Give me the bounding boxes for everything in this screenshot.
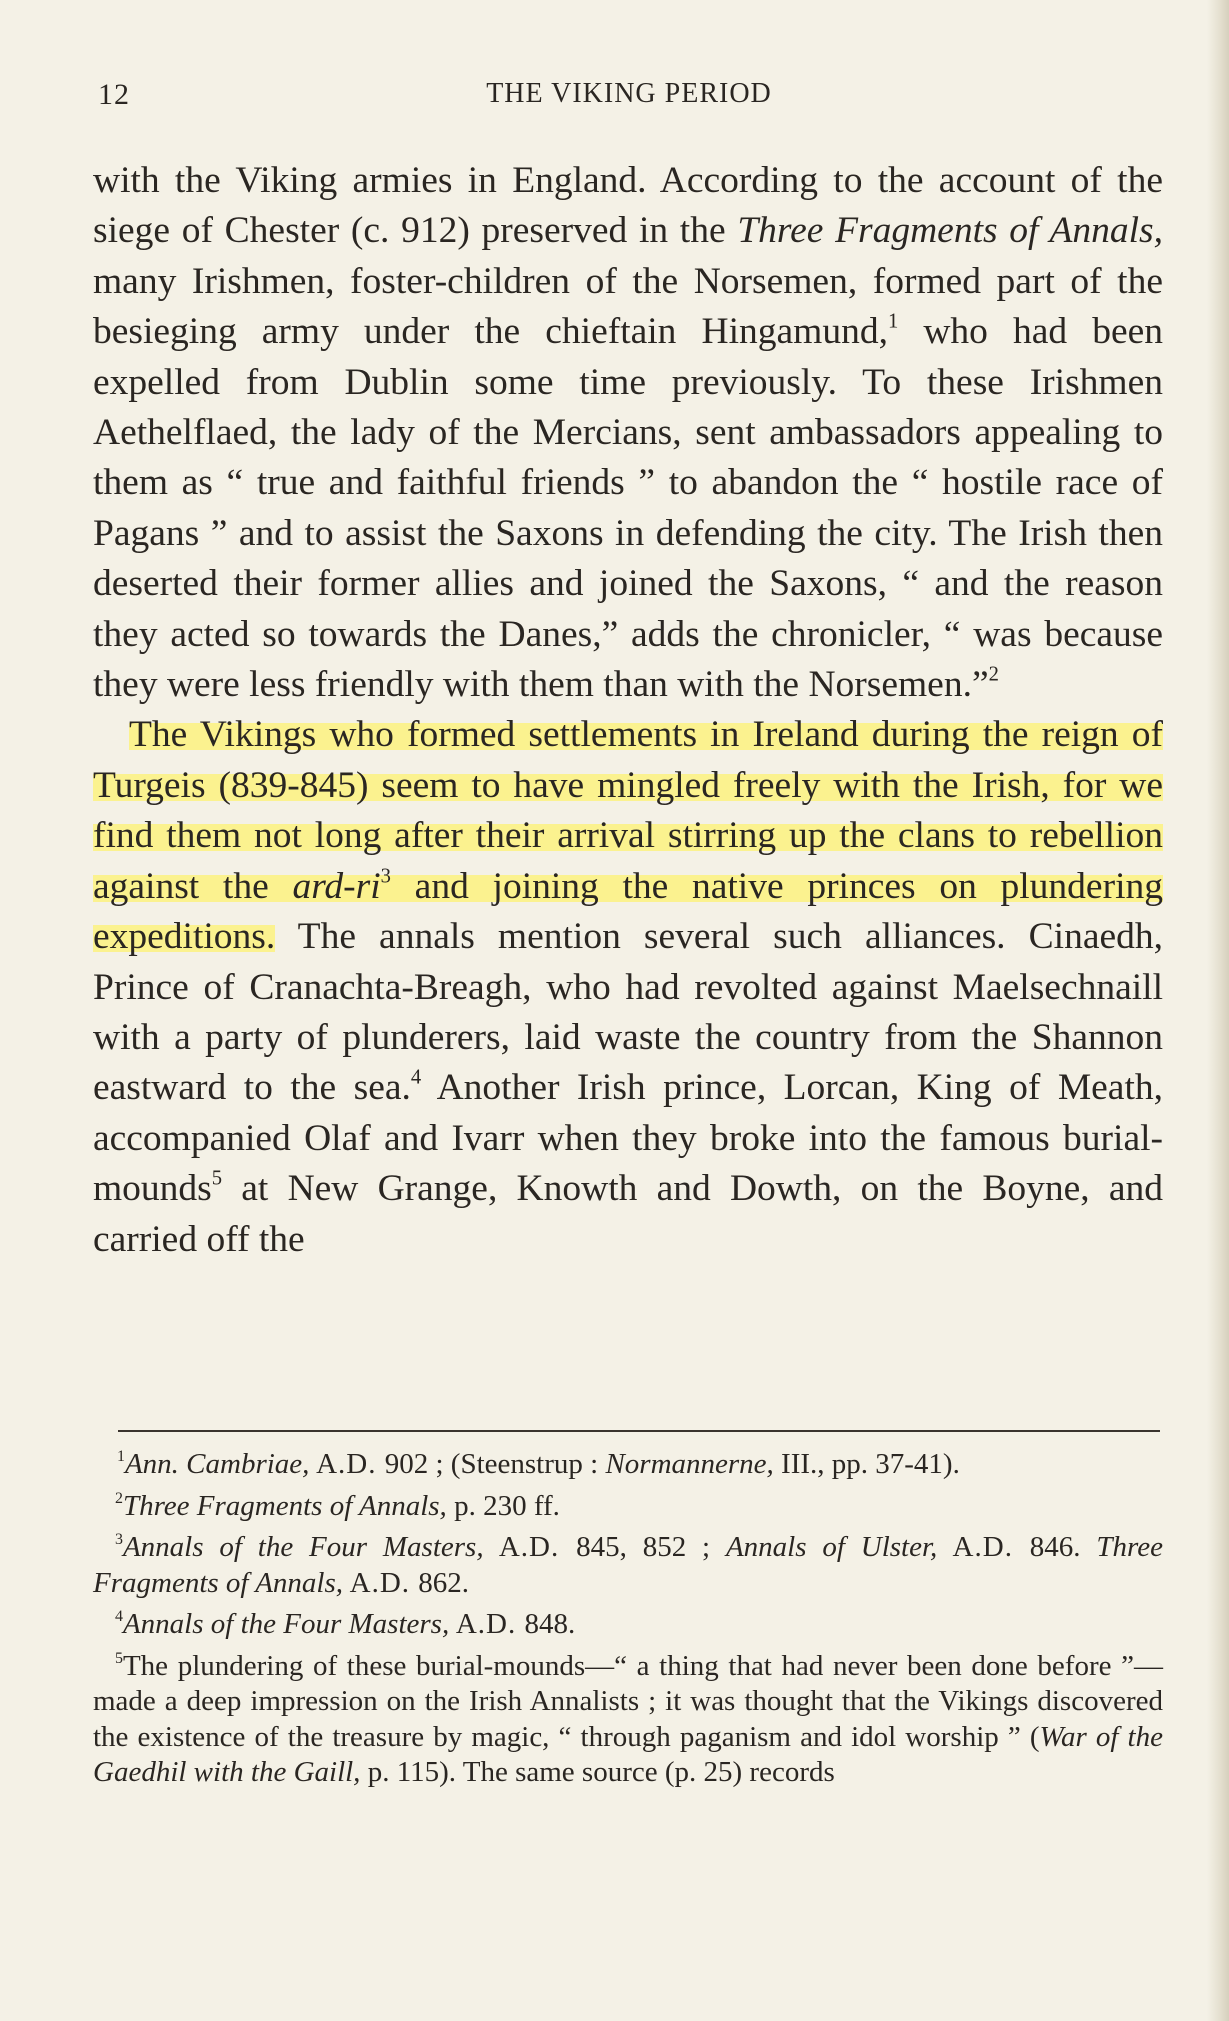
page-edge-shadow: [1207, 0, 1229, 2021]
footnote-3: $^3$Annals of the Four Masters, A.D. 845, 852 ; Annals of Ulster, A.D. 846. Three Fragments of Annals, A.D. 862.: [93, 1531, 1163, 1599]
footnote-2: $^2$Three Fragments of Annals, p. 230 ff.: [115, 1489, 560, 1522]
italic-term: ard-ri: [292, 865, 381, 907]
page-header: [98, 78, 1160, 122]
footnote-1: $^1$Ann. Cambriae, A.D. 902 ; (Steenstrup : Normannerne, III., pp. 37-41).: [117, 1448, 960, 1480]
body-text: [93, 156, 1163, 1265]
footnote-ref-2: 2: [988, 663, 999, 686]
footnote-ref-1: 1: [887, 310, 899, 333]
italic-title: Three Fragments of Annals,: [737, 210, 1163, 252]
footnotes: [93, 1447, 1163, 1797]
footnote-ref-4: 4: [410, 1066, 422, 1089]
footnote-4: $^4$Annals of the Four Masters, A.D. 848.: [115, 1608, 576, 1640]
paragraph-1: with the Viking armies in England. According to the account of the siege of Chester (c. 912) preserved in the Three Fragments of Annals, many Irishmen, foster-children of the Norsemen, formed part of the besieging army under the chieftain Hingamund,$^1$ who had been expelled from Dublin some time previously. To these Irishmen Aethelflaed, the lady of the Mercians, sent ambassadors appealing to them as “ true and faithful friends ” to abandon the “ hostile race of Pagans ” and to assist the Saxons in defending the city. The Irish then deserted their former allies and joined the Saxons, “ and the reason they acted so towards the Danes,” adds the chronicler, “ was because they were less friendly with them than with the Norsemen.”$^2$: [93, 160, 1163, 706]
footnote-ref-5: 5: [211, 1167, 223, 1190]
paragraph-2: The Vikings who formed settlements in Ireland during the reign of Turgeis (839-845) seem to have mingled freely with the Irish, for we find them not long after their arrival stirring up the clans to rebellion against the ard-$ri^3$ and joining the native princes on plundering expeditions. The annals mention several such alliances. Cinaedh, Prince of Cranachta-Breagh, who had revolted against Maelsechnaill with a party of plunderers, laid waste the country from the Shannon eastward to the sea.$^4$ Another Irish prince, Lorcan, King of Meath, accompanied Olaf and Ivarr when they broke into the famous burial-mounds$^5$ at New Grange, Knowth and Dowth, on the Boyne, and carried off the: [93, 714, 1164, 1260]
running-head: THE VIKING PERIOD: [486, 78, 772, 109]
footnote-ref-3: 3: [380, 865, 391, 888]
footnote-5: $^5$The plundering of these burial-mounds—“ a thing that had never been done before ”—made a deep impression on the Irish Annalists ; it was thought that the Vikings discovered the existence of the treasure by magic, “ through paganism and idol worship ” (War of the Gaedhil with the Gaill, p. 115). The same source (p. 25) records: [93, 1649, 1163, 1788]
footnote-divider: [118, 1430, 1160, 1432]
highlighted-text: The Vikings who formed settlements in Ireland during the reign of Turgeis (839-845) seem to have mingled freely with the Irish, for we find them not long after their arrival stirring up the clans to rebellion against the ard-$ri^3$ and joining the native princes on plundering expeditions.: [93, 714, 1163, 958]
page-number: 12: [98, 78, 130, 111]
